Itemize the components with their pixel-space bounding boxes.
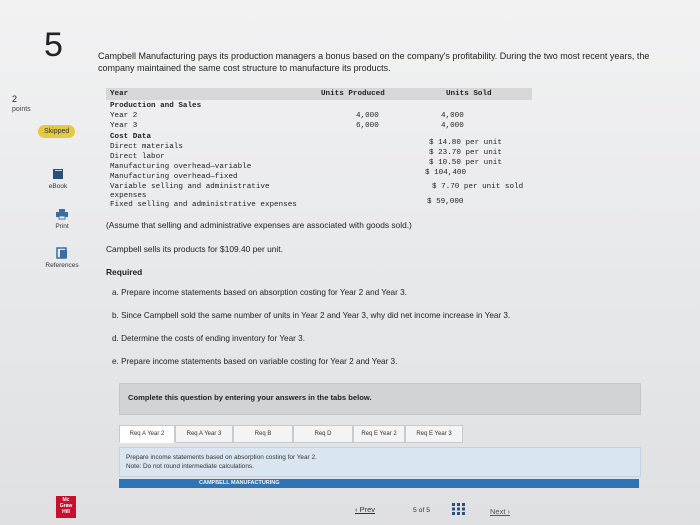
instructions-banner [119,383,641,415]
cost-label: Manufacturing overhead—variable [110,163,252,171]
required-label: Required [106,267,143,277]
ebook-link[interactable] [28,168,88,190]
next-button[interactable] [490,507,510,516]
prev-label: Prev [359,505,376,514]
col-year: Year [110,90,129,98]
col-units-produced: Units Produced [321,90,385,98]
status-badge: Skipped [38,125,75,138]
tab-req-a-year-2[interactable]: Req A Year 2 [119,425,175,443]
cost-value: $ 59,000 [427,198,464,206]
cost-value: $ 10.50 per unit [429,159,502,167]
references-label: References [45,262,79,269]
requirement-item: a. Prepare income statements based on absorption costing for Year 2 and Year 3. [112,288,407,297]
book-icon [51,168,65,180]
cost-label: Manufacturing overhead—fixed [110,173,238,181]
assumption-text: (Assume that selling and administrative expenses are associated with goods sold.) [106,220,412,230]
references-icon [55,247,69,259]
units-produced-value: 4,000 [356,112,379,120]
section-production: Production and Sales [110,102,202,110]
requirement-item: b. Since Campbell sold the same number of units in Year 2 and Year 3, why did net income increase in Year 3. [112,311,511,320]
units-produced-value: 6,000 [356,122,379,130]
tab-req-e-year-2[interactable]: Req E Year 2 [353,425,405,443]
references-link[interactable] [32,247,92,269]
cost-label: Direct materials [110,143,183,151]
tab-instructions [119,447,641,477]
mcgraw-hill-logo: Mc Graw Hill [56,496,76,518]
question-number: 5 [44,26,63,64]
tab-req-d[interactable]: Req D [293,425,353,443]
tab-req-e-year-3[interactable]: Req E Year 3 [405,425,463,443]
instruction-line: Prepare income statements based on absorption costing for Year 2. [126,454,317,461]
row-label: Year 3 [110,122,138,130]
prev-button[interactable] [355,505,375,514]
units-sold-value: 4,000 [441,112,464,120]
points-value: 2 [12,94,18,104]
col-units-sold: Units Sold [446,90,492,98]
ebook-label: eBook [48,183,68,190]
chevron-right-icon: › [507,507,511,516]
cost-value: $ 14.80 per unit [429,139,502,147]
cost-value: $ 7.70 per unit sold [432,183,524,191]
company-header: CAMPBELL MANUFACTURING [199,480,280,486]
requirement-item: d. Determine the costs of ending inventory for Year 3. [112,334,305,343]
tab-req-b[interactable]: Req B [233,425,293,443]
print-link[interactable] [32,208,92,230]
row-label: Year 2 [110,112,138,120]
cost-label: Fixed selling and administrative expenses [110,201,297,209]
question-prompt: Campbell Manufacturing pays its production managers a bonus based on the company's profitability. During the two most recent years, the company maintained the same cost structure to manufacture its products. [98,51,650,73]
company-header-bar [119,479,639,488]
requirement-item: e. Prepare income statements based on variable costing for Year 2 and Year 3. [112,357,398,366]
cost-label: Direct labor [110,153,165,161]
cost-label: Variable selling and administrative [110,183,270,191]
price-text: Campbell sells its products for $109.40 per unit. [106,244,283,254]
tab-req-a-year-3[interactable]: Req A Year 3 [175,425,233,443]
cost-value: $ 104,400 [425,169,467,177]
next-label: Next [490,507,506,516]
cost-value: $ 23.70 per unit [429,149,502,157]
cost-label: expenses [110,192,147,200]
instruction-note: Note: Do not round intermediate calculations. [126,463,254,470]
page-indicator: 5 of 5 [413,507,431,514]
points-label: points [12,106,31,113]
print-label: Print [55,223,69,230]
chevron-left-icon: ‹ [355,505,358,514]
banner-text: Complete this question by entering your answers in the tabs below. [128,393,372,402]
grid-icon[interactable] [452,503,465,515]
units-sold-value: 4,000 [441,122,464,130]
printer-icon [55,208,69,220]
section-cost: Cost Data [110,133,152,141]
